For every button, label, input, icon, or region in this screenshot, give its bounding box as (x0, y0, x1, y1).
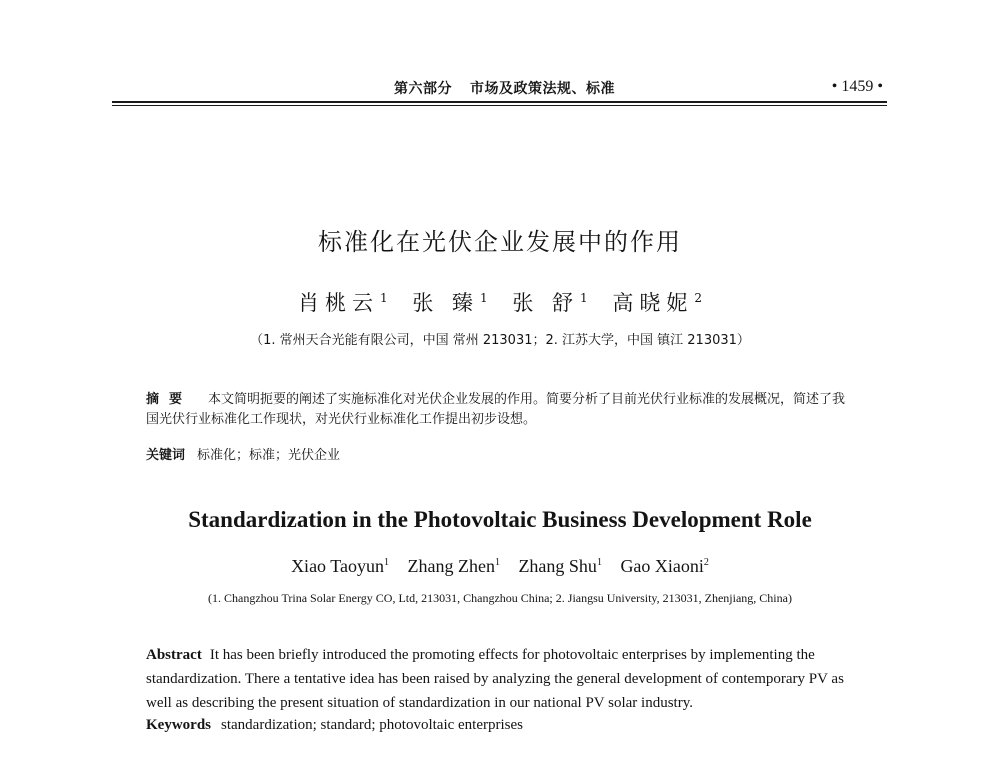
chinese-keywords (146, 444, 340, 463)
english-keywords (146, 717, 523, 734)
header-rule-thick (112, 101, 887, 103)
english-author-list (0, 556, 1000, 577)
english-keywords-label: Keywords (146, 717, 211, 733)
english-author: Xiao Taoyun$^1$ (291, 556, 389, 576)
chinese-keywords-label: 关键词 (146, 448, 186, 463)
english-affiliation: (1. Changzhou Trina Solar Energy CO, Ltd, 213031, Changzhou China; 2. Jiangsu University, 213031, Zhenjiang, China) (208, 591, 792, 605)
english-keywords-text: standardization; standard; photovoltaic enterprises (221, 717, 523, 733)
part-label: 第六部分 (394, 81, 452, 97)
english-author: Zhang Zhen$^1$ (407, 556, 500, 576)
english-author: Gao Xiaoni$^2$ (620, 556, 709, 576)
chinese-keywords-text: 标准化；标准；光伏企业 (197, 448, 341, 463)
chinese-author: 肖桃云$^1$ (298, 291, 388, 315)
section-label: 市场及政策法规、标准 (470, 81, 615, 97)
english-abstract-label: Abstract (146, 647, 202, 663)
english-author: Zhang Shu$^1$ (518, 556, 602, 576)
chinese-author: 高晓妮$^2$ (612, 291, 702, 315)
running-header-section (394, 78, 615, 98)
chinese-author: 张 臻$^1$ (412, 291, 488, 315)
chinese-author: 张 舒$^1$ (512, 291, 588, 315)
chinese-title: 标准化在光伏企业发展中的作用 (318, 228, 682, 256)
chinese-abstract (146, 390, 858, 430)
chinese-abstract-label: 摘要 (146, 392, 193, 407)
chinese-abstract-text: 本文简明扼要的阐述了实施标准化对光伏企业发展的作用。简要分析了目前光伏行业标准的发展概况，简述了我国光伏行业标准化工作现状，对光伏行业标准化工作提出初步设想。 (146, 392, 846, 427)
english-abstract-text: It has been briefly introduced the promoting effects for photovoltaic enterprises by implementing the standardization. There a tentative idea has been raised by analyzing the general development of contemporary PV as well as describing the present situation of standardization in our national PV solar industry. (146, 647, 844, 711)
english-title: Standardization in the Photovoltaic Business Development Role (188, 507, 812, 532)
chinese-author-list (0, 287, 1000, 317)
header-rule-thin (112, 105, 887, 106)
english-abstract (146, 643, 858, 715)
running-header (112, 78, 887, 100)
chinese-affiliation: （1. 常州天合光能有限公司，中国 常州 213031；2. 江苏大学，中国 镇江 213031） (250, 333, 750, 348)
page-number: • 1459 • (831, 78, 883, 95)
